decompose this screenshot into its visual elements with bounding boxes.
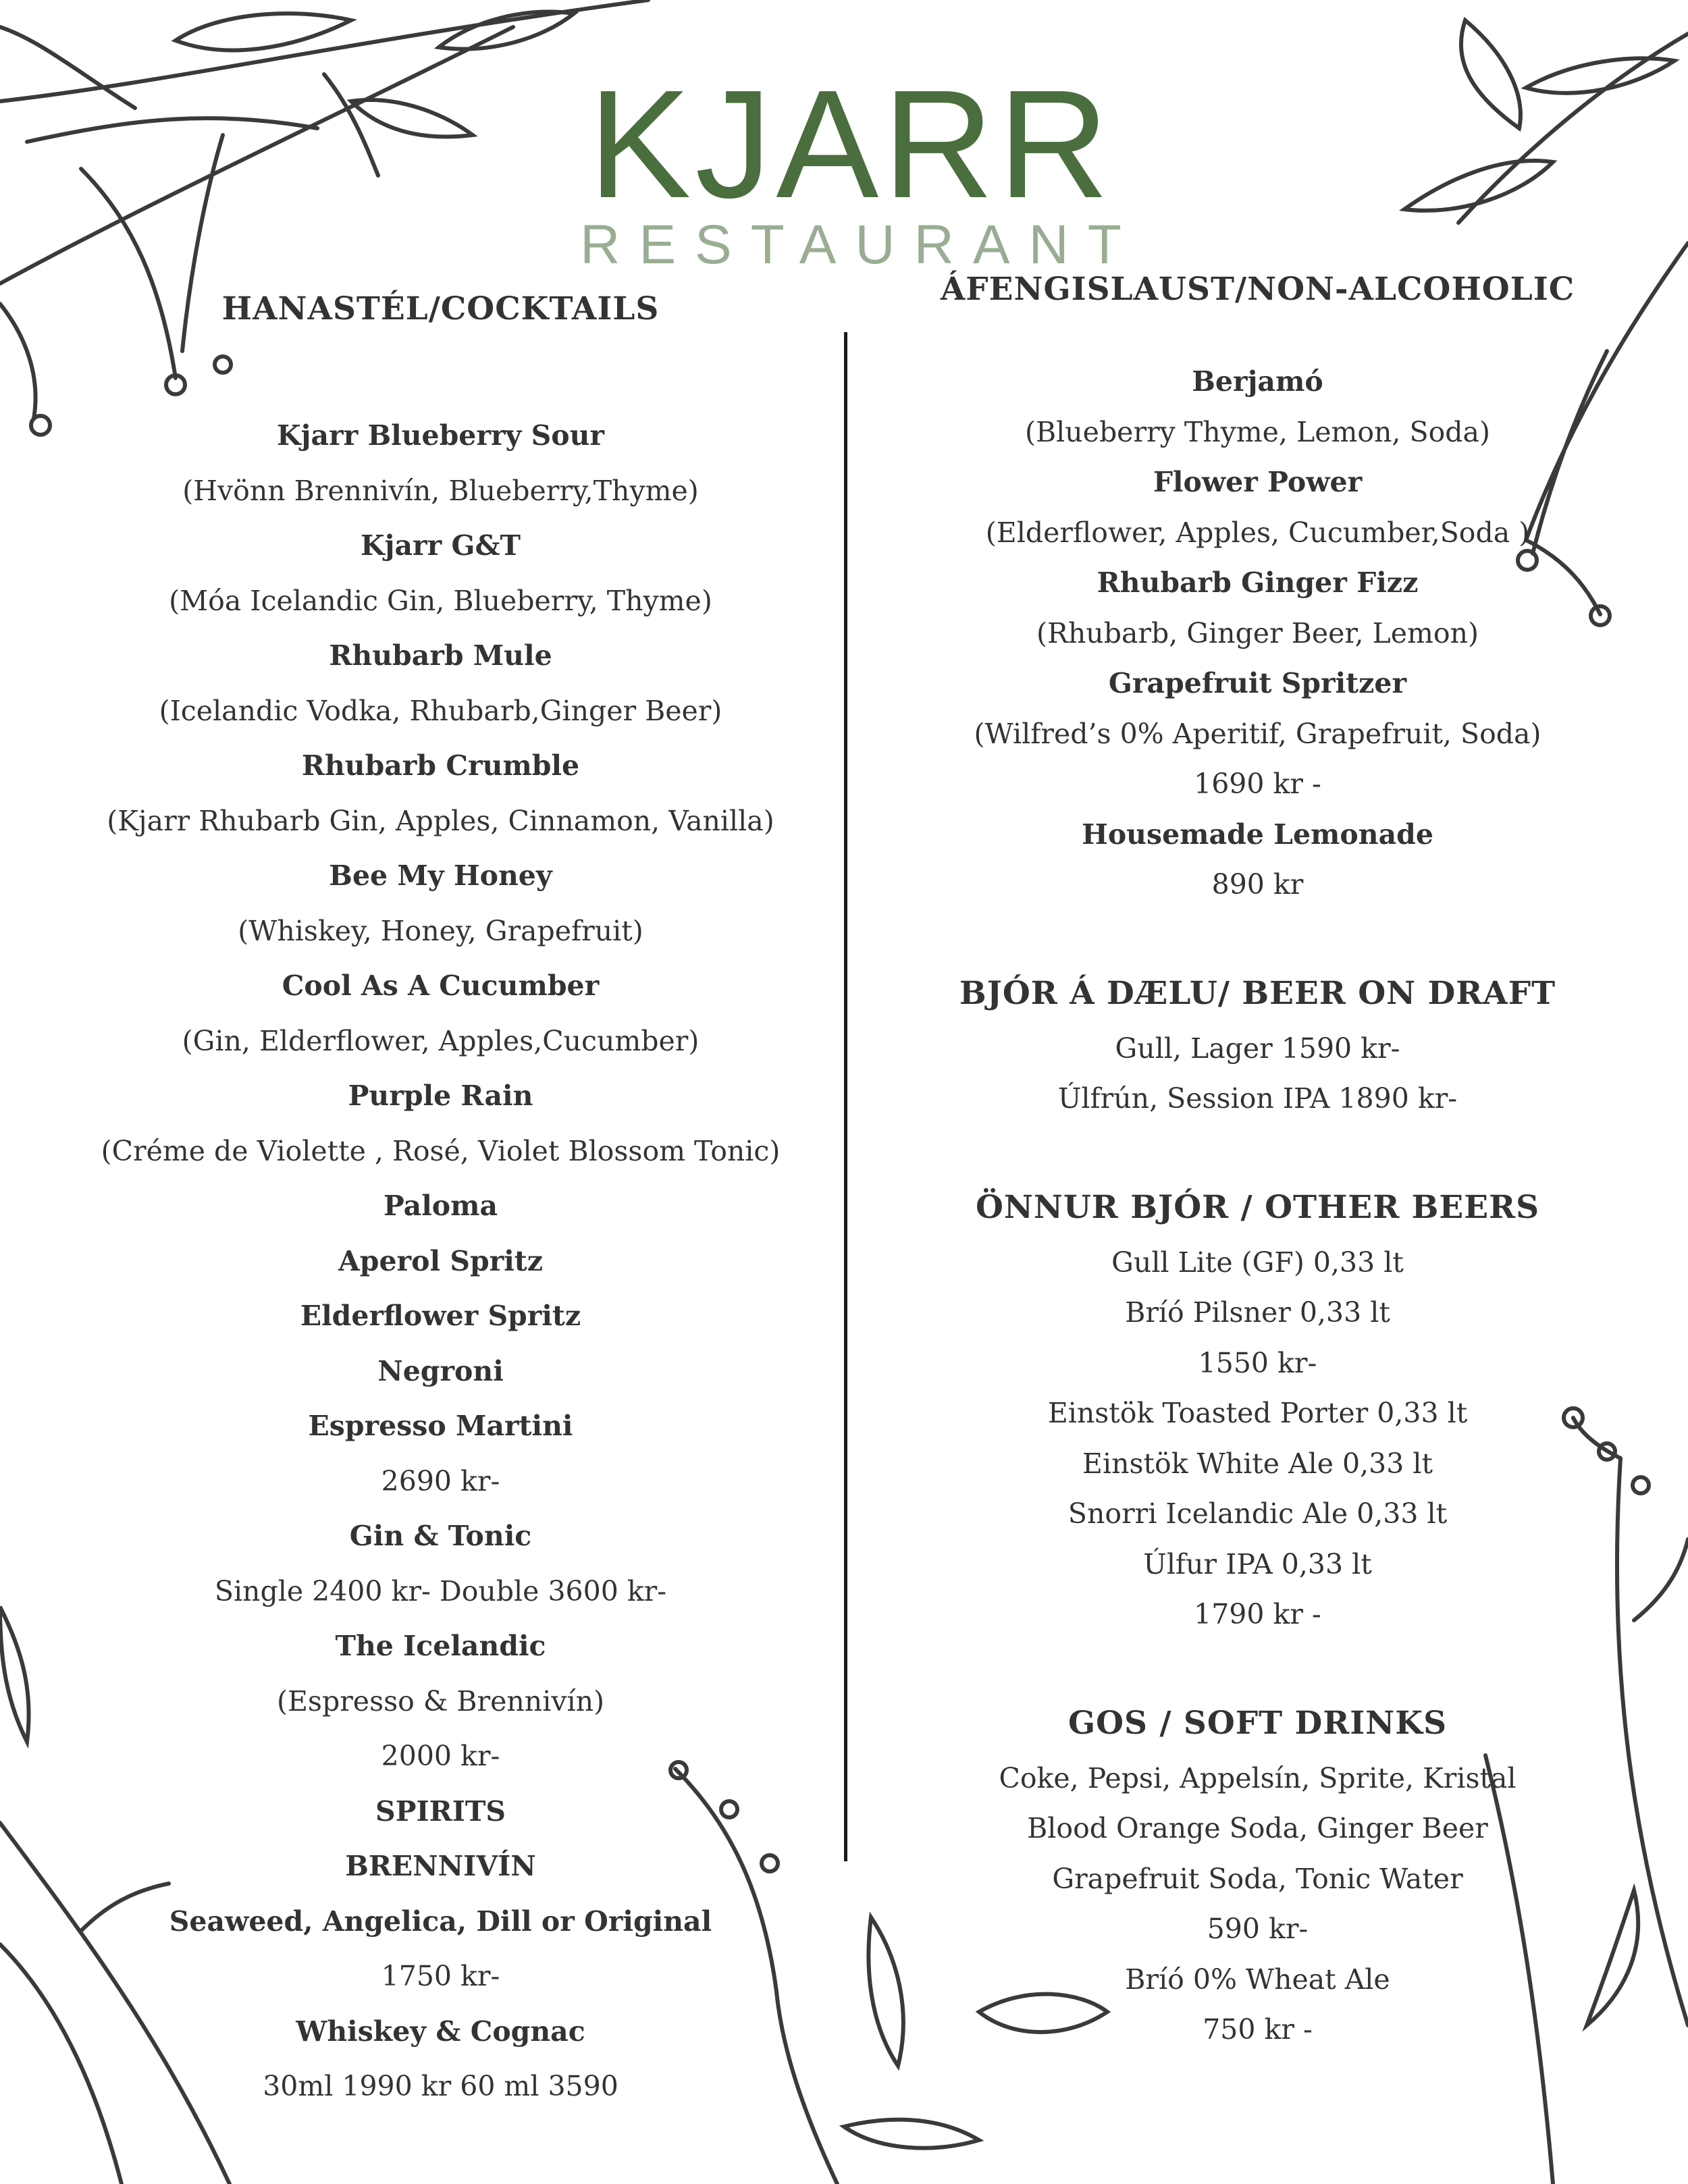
menu-item-price: 2690 kr- [381,1464,500,1497]
menu-item-name: Paloma [383,1190,498,1222]
menu-item-detail: Bríó 0% Wheat Ale [1125,1963,1390,1996]
menu-item-name: Housemade Lemonade [1082,818,1433,851]
menu-item-name: Berjamó [1192,365,1323,398]
menu-item-price: 1550 kr- [1198,1346,1317,1379]
menu-item-detail: Gull Lite (GF) 0,33 lt [1111,1246,1404,1279]
menu-item-detail: Gull, Lager 1590 kr- [1115,1032,1400,1065]
section-heading-gos-soft-drinks: GOS / SOFT DRINKS [1067,1704,1448,1742]
menu-item-detail: (Espresso & Brennivín) [277,1684,604,1717]
column-divider [844,332,847,1861]
menu-item-name: Rhubarb Crumble [301,749,580,782]
menu-item-name: Gin & Tonic [349,1520,532,1552]
menu-item-name: Espresso Martini [308,1410,573,1442]
menu-item-price: 2000 kr- [381,1740,500,1772]
menu-item-detail: (Créme de Violette , Rosé, Violet Blossom Tonic) [101,1134,781,1167]
menu-item-name: Purple Rain [348,1080,533,1112]
menu-item-name: Whiskey & Cognac [296,2015,585,2048]
menu-item-price: Single 2400 kr- Double 3600 kr- [214,1574,667,1607]
menu-item-price: 890 kr [1211,868,1304,901]
menu-item-detail: Úlfur IPA 0,33 lt [1143,1547,1372,1580]
menu-item-price: 590 kr- [1207,1913,1309,1945]
menu-item-name: Kjarr G&T [360,529,521,562]
menu-item-name: The Icelandic [335,1630,546,1662]
menu-item-name: SPIRITS [375,1794,506,1828]
menu-item-detail: (Blueberry Thyme, Lemon, Soda) [1025,415,1490,448]
menu-item-name: BRENNIVÍN [345,1850,536,1882]
logo-title: KJARR [588,59,1113,230]
menu-item-name: Grapefruit Spritzer [1108,667,1407,699]
menu-item-name: Bee My Honey [329,859,552,892]
menu-item-detail: Úlfrún, Session IPA 1890 kr- [1057,1082,1458,1115]
menu-item-detail: (Hvönn Brennivín, Blueberry,Thyme) [182,474,699,507]
cocktails-list [88,408,793,2114]
menu-item-detail: Coke, Pepsi, Appelsín, Sprite, Kristal [999,1761,1516,1794]
menu-item-name: Aperol Spritz [338,1244,544,1277]
menu-item-detail: Blood Orange Soda, Ginger Beer [1027,1812,1488,1844]
menu-item-price: 1690 kr - [1194,768,1321,800]
menu-item-price: 750 kr - [1203,2013,1313,2046]
menu-item-name: Flower Power [1153,466,1363,498]
section-heading-bjor-a-d: BJÓR Á DÆLU/ BEER ON DRAFT [959,974,1556,1012]
menu-item-detail: (Whiskey, Honey, Grapefruit) [238,914,643,947]
drinks-column [878,260,1637,2055]
logo-subtitle: RESTAURANT [580,214,1140,275]
section-heading-afengislaust-non-alcoholic: ÁFENGISLAUST/NON-ALCOHOLIC [940,271,1575,308]
menu-item-detail: (Gin, Elderflower, Apples,Cucumber) [182,1024,700,1057]
menu-item-name: Rhubarb Ginger Fizz [1097,566,1419,599]
menu-item-price: 1750 kr- [381,1960,500,1992]
menu-item-price: 30ml 1990 kr 60 ml 3590 [263,2070,618,2102]
section-heading-onnur-bjor-other: ÖNNUR BJÓR / OTHER BEERS [975,1188,1540,1226]
menu-item-name: Seaweed, Angelica, Dill or Original [169,1905,712,1938]
menu-item-detail: (Elderflower, Apples, Cucumber,Soda ) [985,516,1530,549]
menu-item-name: Negroni [377,1354,504,1387]
menu-item-detail: Bríó Pilsner 0,33 lt [1125,1296,1390,1329]
menu-item-detail: (Icelandic Vodka, Rhubarb,Ginger Beer) [159,694,722,727]
menu-item-name: Kjarr Blueberry Sour [276,419,605,452]
menu-item-name: Rhubarb Mule [329,639,552,672]
menu-item-detail: Einstök White Ale 0,33 lt [1082,1447,1433,1480]
menu-item-detail: (Kjarr Rhubarb Gin, Apples, Cinnamon, Vanilla) [107,804,774,837]
menu-item-name: Elderflower Spritz [300,1300,581,1332]
menu-item-detail: Grapefruit Soda, Tonic Water [1052,1862,1463,1895]
menu-item-detail: (Rhubarb, Ginger Beer, Lemon) [1036,616,1479,649]
menu-item-detail: (Móa Icelandic Gin, Blueberry, Thyme) [169,584,712,617]
menu-item-detail: Snorri Icelandic Ale 0,33 lt [1067,1497,1448,1530]
section-heading-cocktails: HANASTÉL/COCKTAILS [221,290,660,327]
menu-item-detail: (Wilfred’s 0% Aperitif, Grapefruit, Soda) [974,717,1541,750]
cocktails-column [88,275,793,2114]
menu-item-name: Cool As A Cucumber [282,969,600,1002]
menu-item-detail: Einstök Toasted Porter 0,33 lt [1047,1397,1468,1429]
restaurant-logo [0,59,1688,275]
menu-item-price: 1790 kr - [1194,1598,1321,1630]
